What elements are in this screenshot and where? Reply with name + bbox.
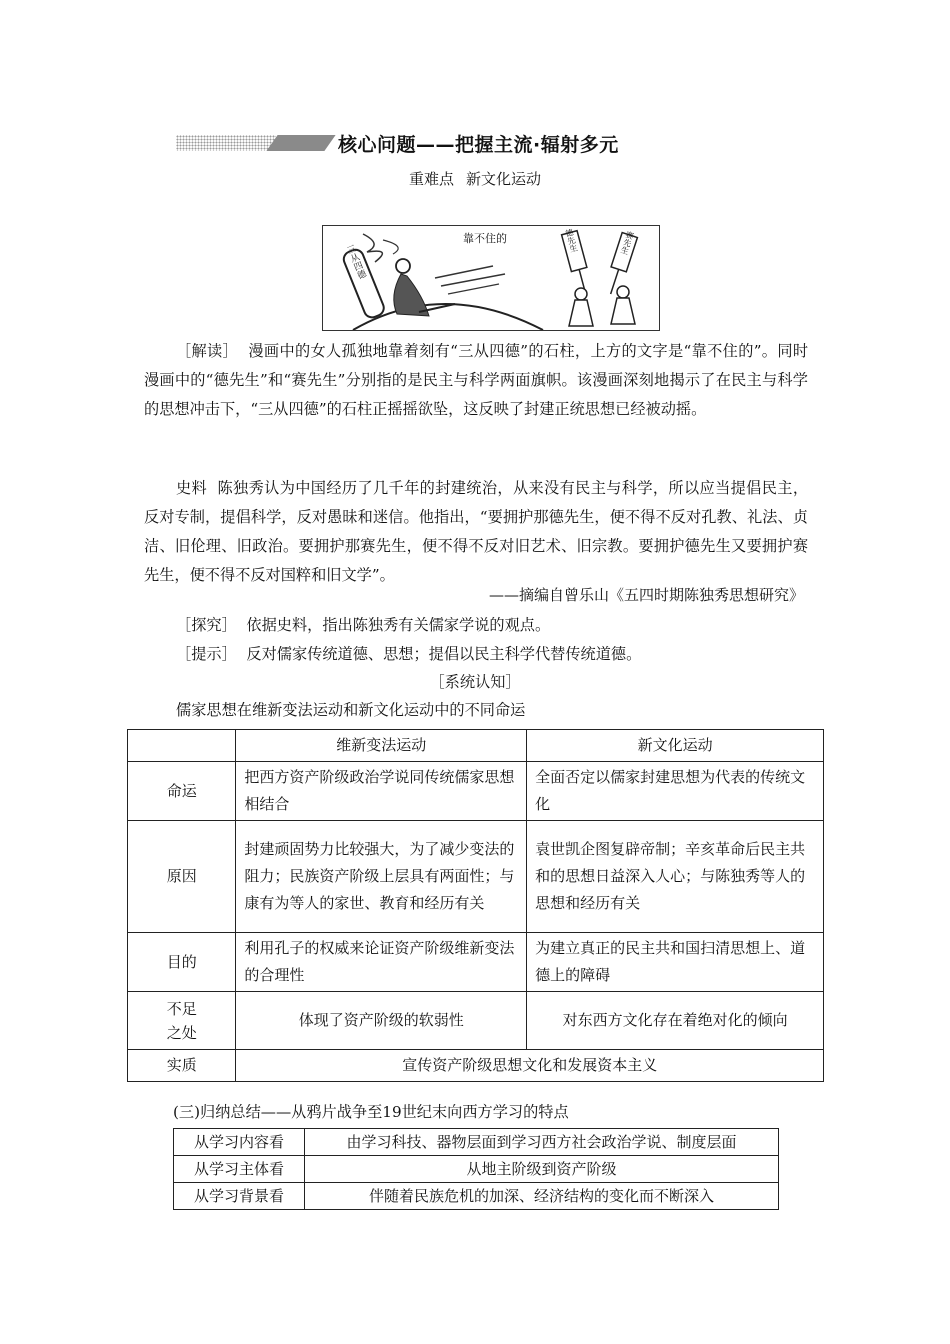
material-source: ——摘编自曾乐山《五四时期陈独秀思想研究》: [488, 586, 804, 604]
table-cell: 对东西方文化存在着绝对化的倾向: [527, 992, 824, 1050]
table-cell: 利用孔子的权威来论证资产阶级维新变法的合理性: [236, 933, 527, 992]
header-dot-pattern: [176, 135, 276, 151]
system-intro: 儒家思想在维新变法运动和新文化运动中的不同命运: [176, 701, 526, 719]
table-header-cell: 维新变法运动: [236, 730, 527, 762]
table-cell: 把西方资产阶级政治学说同传统儒家思想相结合: [236, 762, 527, 821]
row-label: 实质: [128, 1050, 236, 1082]
pillar-label: 三从四德: [343, 243, 367, 281]
subheading-topic: 新文化运动: [466, 170, 542, 188]
table-header-cell: 新文化运动: [527, 730, 824, 762]
summary-table: [173, 1128, 779, 1210]
interpretation-paragraph: [144, 337, 808, 424]
table-row: [128, 1050, 824, 1082]
cartoon-caption: 靠不住的: [463, 232, 507, 245]
explore-tag: ［探究］: [176, 616, 237, 634]
cartoon-illustration: [322, 225, 660, 331]
hint-line: [176, 643, 641, 664]
row-label: 目的: [128, 933, 236, 992]
comparison-table: [127, 729, 824, 1082]
sign-right-label: 赛先生: [619, 229, 636, 256]
table-row: [128, 933, 824, 992]
table-row: [174, 1129, 779, 1156]
table-row: [174, 1156, 779, 1183]
row-label: 从学习背景看: [174, 1183, 305, 1210]
table-cell: 袁世凯企图复辟帝制；辛亥革命后民主共和的思想日益深入人心；与陈独秀等人的思想和经历有关: [527, 821, 824, 933]
table-cell: 由学习科技、器物层面到学习西方社会政治学说、制度层面: [305, 1129, 779, 1156]
subheading: [0, 168, 950, 189]
summary-title: (三)归纳总结——从鸦片战争至19世纪末向西方学习的特点: [173, 1103, 569, 1121]
row-label: 命运: [128, 762, 236, 821]
system-tag: ［系统认知］: [429, 673, 521, 691]
explore-line: [176, 614, 550, 635]
material-tag: 史料: [176, 479, 208, 497]
row-label: 原因: [128, 821, 236, 933]
explore-text: 依据史料，指出陈独秀有关儒家学说的观点。: [246, 616, 551, 634]
sign-left-label: 德先生: [563, 227, 579, 254]
row-label: 从学习内容看: [174, 1129, 305, 1156]
table-row: [174, 1183, 779, 1210]
table-cell: 从地主阶级到资产阶级: [305, 1156, 779, 1183]
table-cell: 封建顽固势力比较强大，为了减少变法的阻力；民族资产阶级上层具有两面性；与康有为等人的家世、教育和经历有关: [236, 821, 527, 933]
table-row: [128, 992, 824, 1050]
row-label: 从学习主体看: [174, 1156, 305, 1183]
interpretation-tag: ［解读］: [176, 342, 239, 360]
table-cell: 全面否定以儒家封建思想为代表的传统文化: [527, 762, 824, 821]
table-cell: 体现了资产阶级的软弱性: [236, 992, 527, 1050]
hint-text: 反对儒家传统道德、思想；提倡以民主科学代替传统道德。: [246, 645, 642, 663]
subheading-label: 重难点: [408, 170, 454, 188]
material-text: 陈独秀认为中国经历了几千年的封建统治，从来没有民主与科学，所以应当提倡民主，反对专制，提倡科学，反对愚昧和迷信。他指出，“要拥护那德先生，便不得不反对孔教、礼法、贞洁、旧伦理、旧政治。要拥护那赛先生，便不得不反对旧艺术、旧宗教。要拥护德先生又要拥护赛先生，便不得不反对国粹和旧文学”。: [144, 479, 809, 584]
table-cell: 为建立真正的民主共和国扫清思想上、道德上的障碍: [527, 933, 824, 992]
section-title: 核心问题——把握主流·辐射多元: [338, 134, 619, 156]
header-slant-bar: [266, 135, 335, 151]
interpretation-text: 漫画中的女人孤独地靠着刻有“三从四德”的石柱，上方的文字是“靠不住的”。同时漫画中的“德先生”和“赛先生”分别指的是民主与科学两面旗帜。该漫画深刻地揭示了在民主与科学的思想冲击下，“三从四德”的石柱正摇摇欲坠，这反映了封建正统思想已经被动摇。: [144, 342, 809, 418]
row-label: 不足 之处: [128, 992, 236, 1050]
material-paragraph: [144, 474, 808, 590]
hint-tag: ［提示］: [176, 645, 237, 663]
table-cell: 伴随着民族危机的加深、经济结构的变化而不断深入: [305, 1183, 779, 1210]
table-header-row: [128, 730, 824, 762]
cartoon-drawing: [323, 226, 659, 330]
table-cell: 宣传资产阶级思想文化和发展资本主义: [236, 1050, 824, 1082]
section-header: [176, 132, 666, 154]
table-row: [128, 821, 824, 933]
table-header-cell: [128, 730, 236, 762]
table-row: [128, 762, 824, 821]
